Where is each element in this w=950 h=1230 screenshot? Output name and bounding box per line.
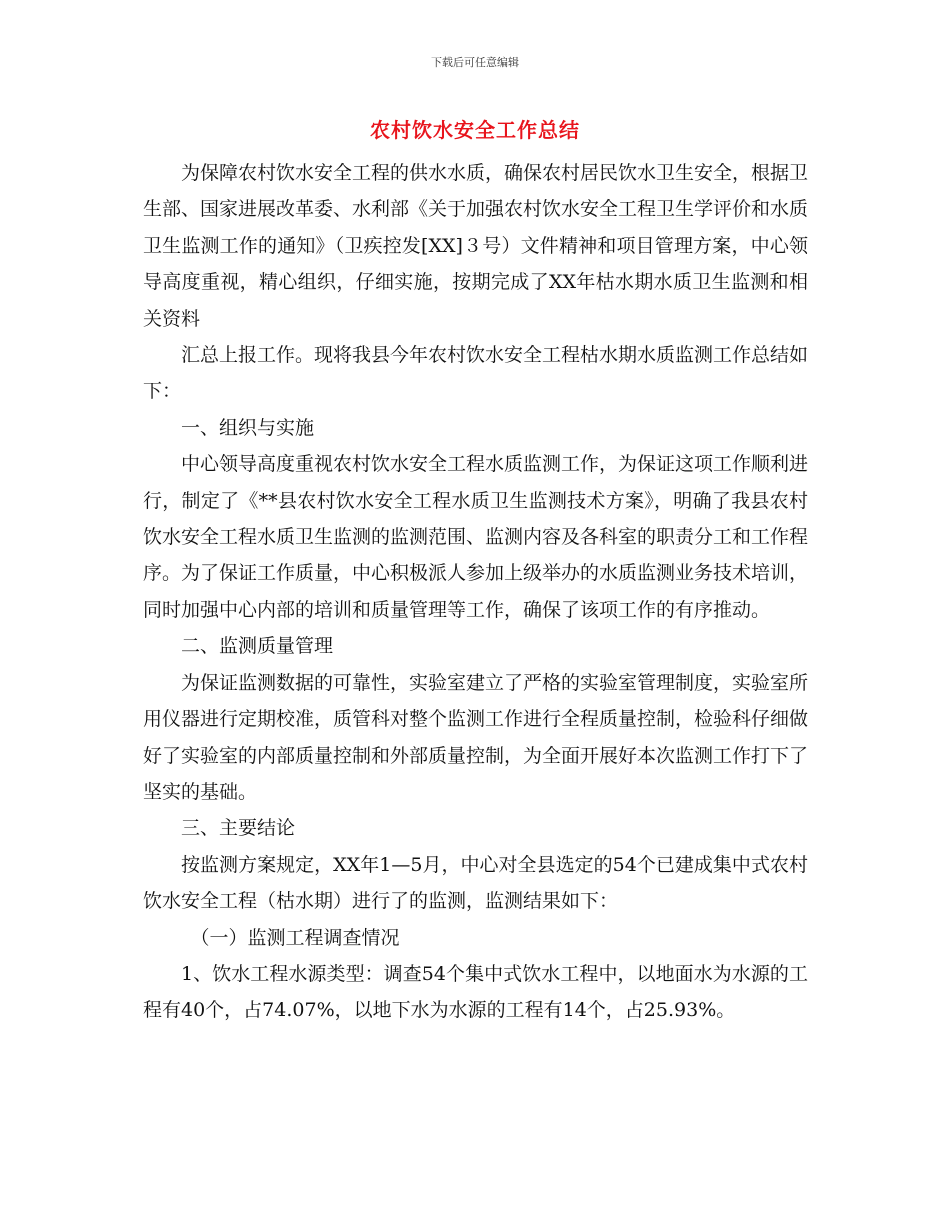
paragraph-intro: 为保障农村饮水安全工程的供水水质，确保农村居民饮水卫生安全，根据卫生部、国家进展改革委、水利部《关于加强农村饮水安全工程卫生学评价和水质卫生监测工作的通知》（卫疾控发[XX]３号）文件精神和项目管理方案，中心领导高度重视，精心组织，仔细实施，按期完成了XX年枯水期水质卫生监测和相关资料 [143, 162, 809, 330]
paragraph-intro-continued: 汇总上报工作。现将我县今年农村饮水安全工程枯水期水质监测工作总结如下： [143, 344, 809, 403]
paragraph-organization: 中心领导高度重视农村饮水安全工程水质监测工作，为保证这项工作顺利进行，制定了《**县农村饮水安全工程水质卫生监测技术方案》，明确了我县农村饮水安全工程水质卫生监测的监测范围、监测内容及各科室的职责分工和工作程序。为了保证工作质量，中心积极派人参加上级举办的水质监测业务技术培训，同时加强中心内部的培训和质量管理等工作，确保了该项工作的有序推动。 [143, 453, 809, 621]
section-heading-organization: 一、组织与实施 [181, 416, 315, 439]
document-body [143, 155, 808, 1029]
paragraph-conclusions: 按监测方案规定，XX年1—5月，中心对全县选定的54个已建成集中式农村饮水安全工程（枯水期）进行了的监测，监测结果如下： [143, 853, 808, 913]
document-title: 农村饮水安全工作总结 [370, 118, 580, 142]
section-heading-conclusions: 三、主要结论 [181, 817, 296, 840]
subsection-heading-survey: （一）监测工程调查情况 [190, 926, 400, 949]
paragraph-quality: 为保证监测数据的可靠性，实验室建立了严格的实验室管理制度，实验室所用仪器进行定期校准，质管科对整个监测工作进行全程质量控制，检验科仔细做好了实验室的内部质量控制和外部质量控制，为全面开展好本次监测工作打下了坚实的基础。 [143, 671, 809, 803]
paragraph-water-source: 1、饮水工程水源类型：调查54个集中式饮水工程中，以地面水为水源的工程有40个，占74.07%，以地下水为水源的工程有14个，占25.93%。 [143, 962, 808, 1022]
header-note: 下载后可任意编辑 [431, 56, 519, 69]
section-heading-quality: 二、监测质量管理 [181, 635, 334, 658]
